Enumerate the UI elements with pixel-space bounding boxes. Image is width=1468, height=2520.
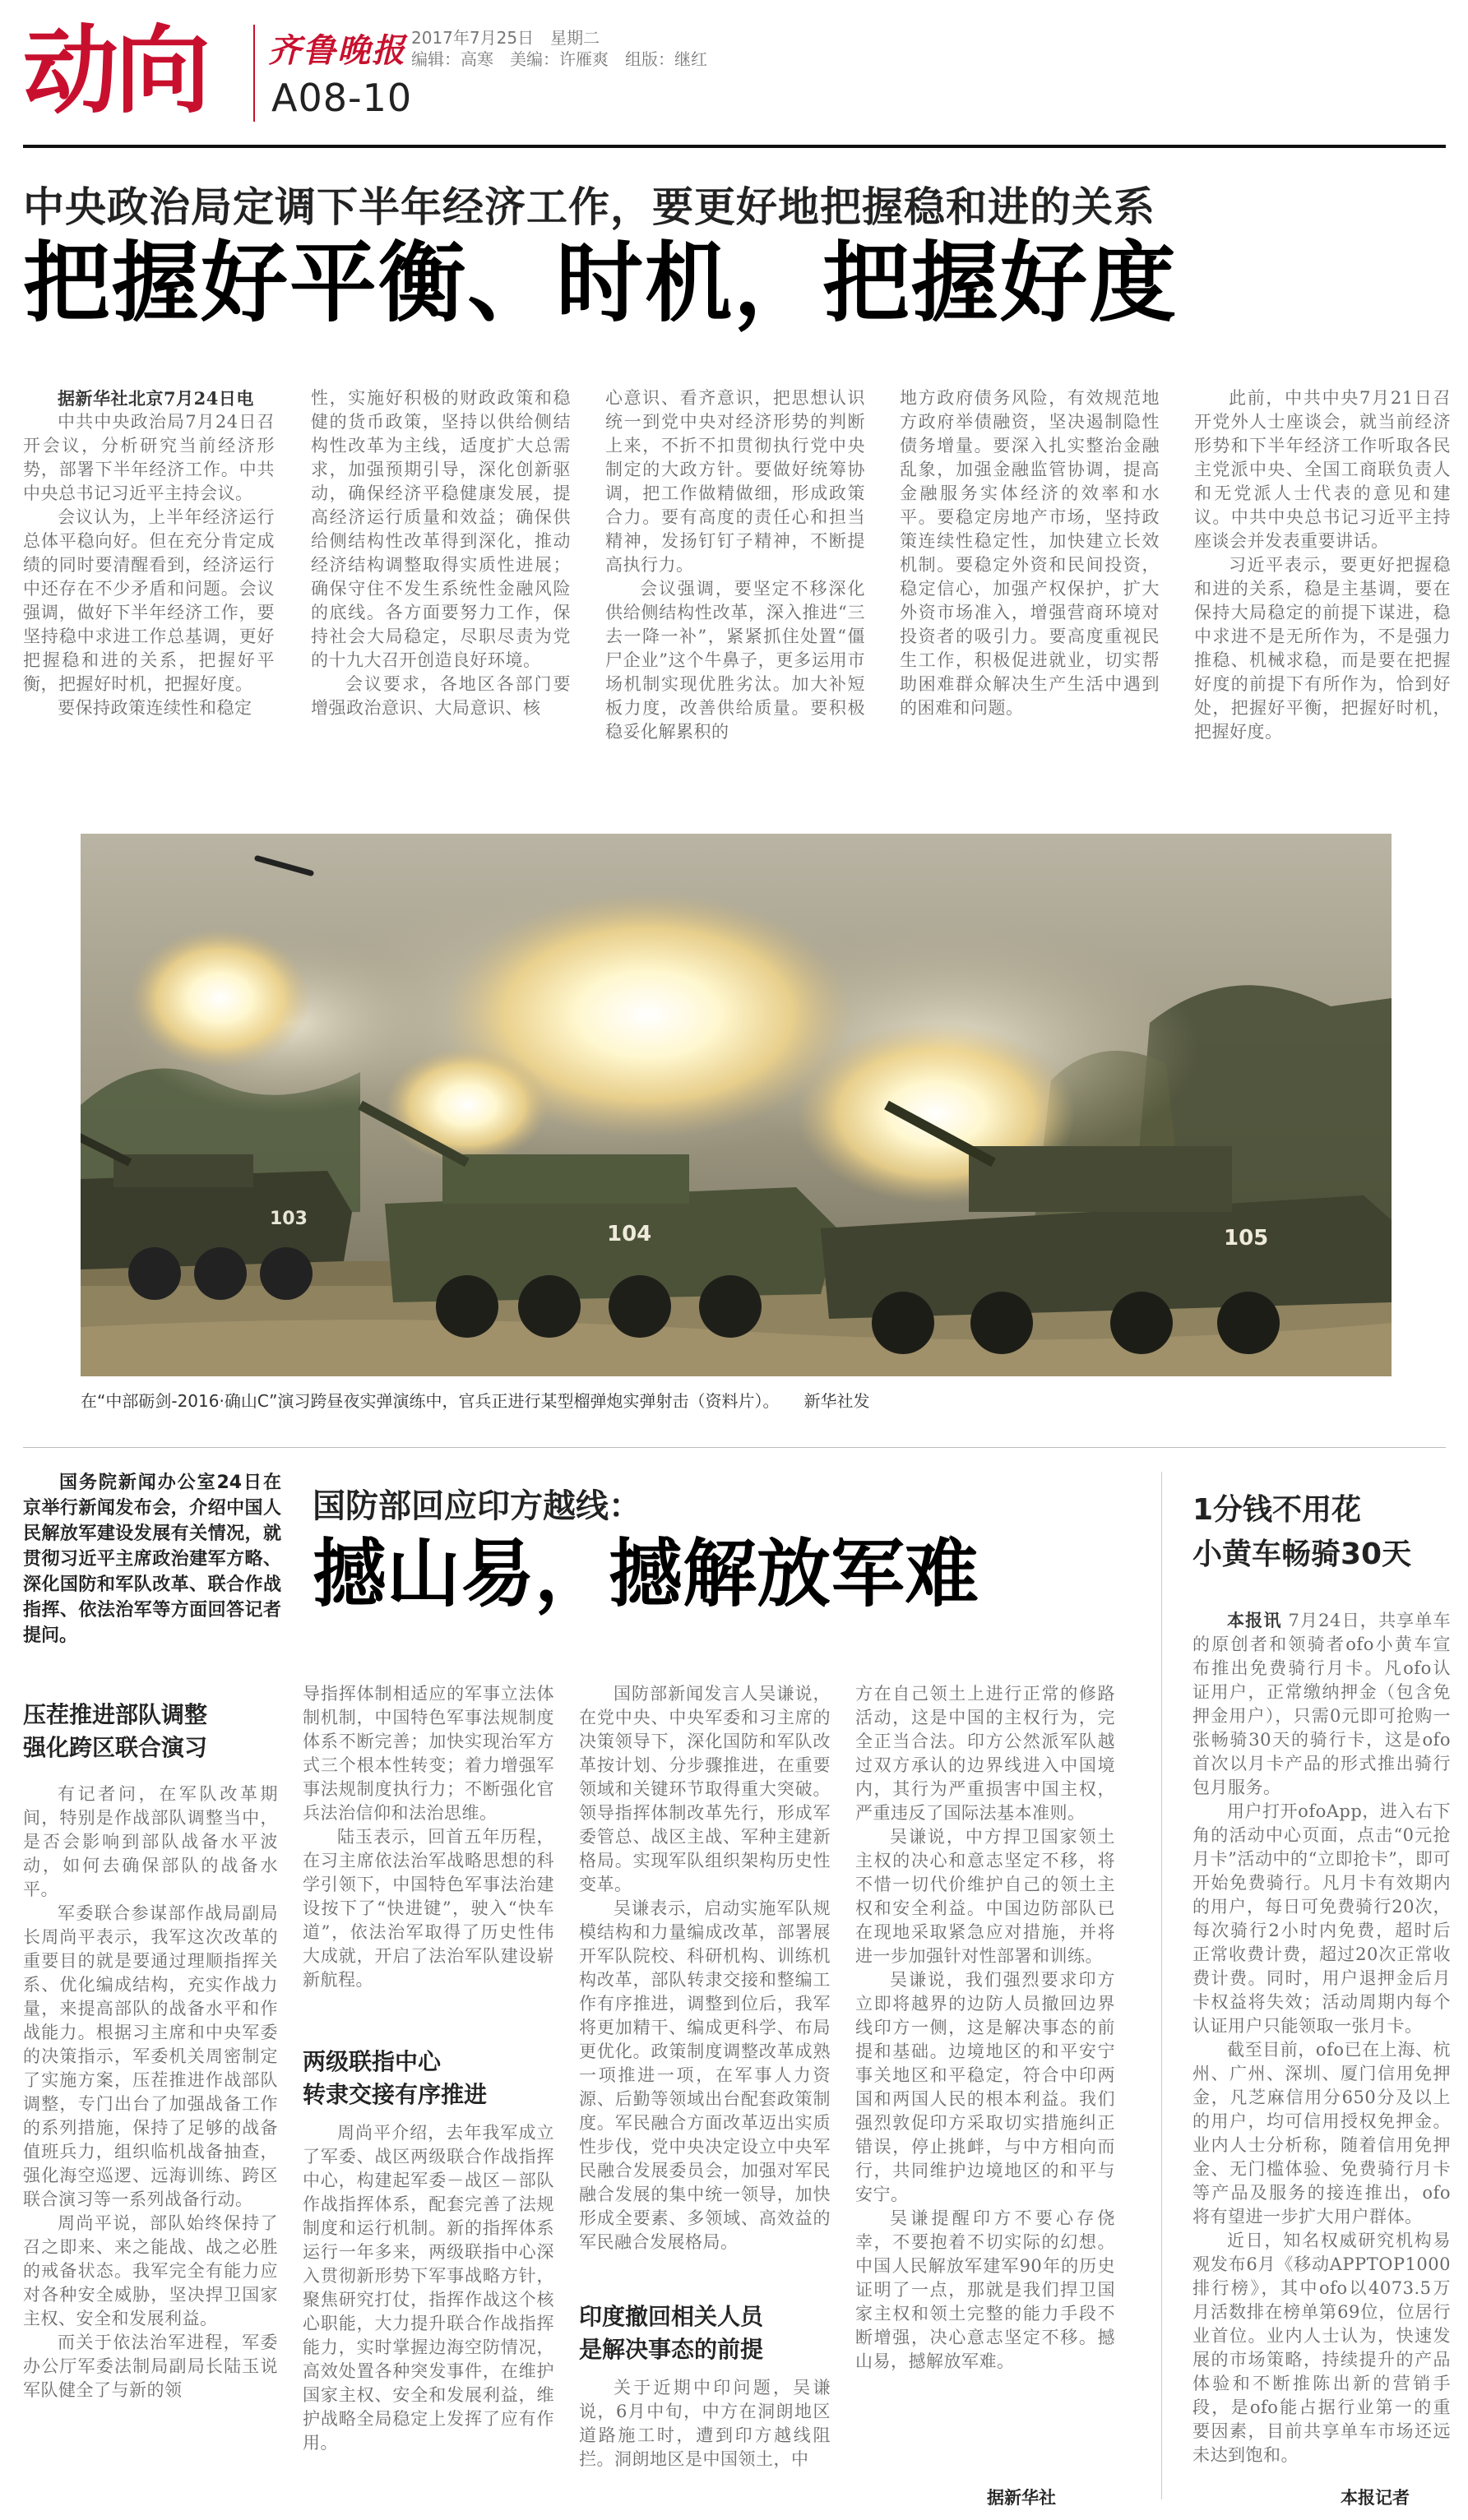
- vehicle-number-105: 105: [1224, 1226, 1269, 1251]
- article1-col3: [605, 386, 865, 748]
- section-title: 动向: [23, 16, 207, 127]
- article1-col2-text: [311, 386, 571, 720]
- paragraph: 军委联合参谋部作战局副局长周尚平表示，我军这次改革的重要目的就是要通过理顺指挥关系、优化编成结构，充实作战力量，来提高部队的战备水平和作战能力。根据习主席和中央军委的决策指示，军委机关周密制定了实施方案，压茬推进作战部队调整，专门出台了加强战备工作的系列措施，保持了足够的战备值班兵力，组织临机战备抽查，强化海空巡逻、远海训练、跨区联合演习等一系列战备行动。: [23, 1903, 278, 2209]
- article2-source: 据新华社: [987, 2488, 1056, 2508]
- article2-subhead-2: [303, 2046, 554, 2111]
- subhead-line: 印度撤回相关人员: [579, 2303, 764, 2330]
- article1-col4-text: [900, 386, 1160, 720]
- article2-col1: [23, 1782, 278, 2506]
- article2-headline: 撼山易，撼解放军难: [313, 1531, 979, 1617]
- article2-col3b: [579, 2376, 831, 2506]
- article1-col2: [311, 386, 571, 748]
- paragraph: 心意识、看齐意识，把思想认识统一到党中央对经济形势的判断上来，不折不扣贯彻执行党中央制定的大政方针。要做好统筹协调，把工作做精做细，形成政策合力。要有高度的责任心和担当精神，发扬钉钉子精神，不断提高执行力。: [605, 388, 865, 575]
- headline-line: 1分钱不用花: [1192, 1493, 1362, 1527]
- paper-logo: 齐鲁晚报: [268, 31, 406, 70]
- page-number: A08-10: [271, 76, 413, 120]
- article3-signoff: 本报记者: [1341, 2488, 1410, 2508]
- article3-divider: [1161, 1472, 1162, 2499]
- article2-col4: [855, 1682, 1115, 2481]
- vehicle-number-104: 104: [607, 1222, 652, 1246]
- paragraph: 会议认为，上半年经济运行总体平稳向好。但在充分肯定成绩的同时要清醒看到，经济运行中还存在不少矛盾和问题。会议强调，做好下半年经济工作，要坚持稳中求进工作总基调，更好把握稳和进的关系，把握好平衡，把握好时机，把握好度。: [23, 507, 275, 694]
- article1-col1-text: [23, 410, 275, 720]
- article3-body-text: [1192, 1611, 1451, 2467]
- subhead-line: 转隶交接有序推进: [303, 2081, 488, 2108]
- subhead-line: 强化跨区联合演习: [23, 1734, 208, 1761]
- staff-line: 编辑：高寒 美编：许雁爽 组版：继红: [411, 49, 707, 69]
- article2-lead: 国务院新闻办公室24日在京举行新闻发布会，介绍中国人民解放军建设发展有关情况，就贯彻习近平主席政治建军方略、深化国防和军队改革、联合作战指挥、依法治军等方面回答记者提问。: [23, 1473, 281, 1646]
- article1-col1: [23, 386, 275, 748]
- paragraph: 此前，中共中央7月21日召开党外人士座谈会，就当前经济形势和下半年经济工作听取各民主党派中央、全国工商联负责人和无党派人士代表的意见和建议。中共中央总书记习近平主持座谈会并发表重要讲话。: [1194, 388, 1451, 551]
- article1-col4: [900, 386, 1160, 748]
- article2-subhead-1: [23, 1699, 286, 1764]
- paragraph: 周尚平说，部队始终保持了召之即来、来之能战、战之必胜的戒备状态。我军完全有能力应对各种安全威胁，坚决捍卫国家主权、安全和发展利益。: [23, 2213, 278, 2328]
- section-rule: [23, 1447, 1446, 1448]
- paragraph: 地方政府债务风险，有效规范地方政府举债融资，坚决遏制隐性债务增量。要深入扎实整治金融乱象，加强金融监管协调，提高金融服务实体经济的效率和水平。要稳定房地产市场，坚持政策连续性稳定性，加快建立长效机制。要稳定外资和民间投资，稳定信心，加强产权保护，扩大外资市场准入，增强营商环境对投资者的吸引力。要高度重视民生工作，积极促进就业，切实帮助困难群众解决生产生活中遇到的困难和问题。: [900, 388, 1160, 718]
- article3-body: [1192, 1608, 1451, 2476]
- paragraph: 截至目前，ofo已在上海、杭州、广州、深圳、厦门信用免押金，凡芝麻信用分650分及以上的用户，均可信用授权免押金。业内人士分析称，随着信用免押金、无门槛体验、免费骑行月卡等产品及服务的接连推出，ofo将有望进一步扩大用户群体。: [1192, 2040, 1451, 2226]
- paragraph: 中共中央政治局7月24日召开会议，分析研究当前经济形势，部署下半年经济工作。中共中央总书记习近平主持会议。: [23, 412, 275, 503]
- paragraph: 陆玉表示，回首五年历程，在习主席依法治军战略思想的科学引领下，中国特色军事法治建设按下了“快进键”，驶入“快车道”，依法治军取得了历史性伟大成就，开启了法治军队建设崭新航程。: [303, 1827, 554, 1990]
- paragraph: 7月24日，共享单车的原创者和领骑者ofo小黄车宣布推出免费骑行月卡。凡ofo认证用户，正常缴纳押金（包含免押金用户），只需0元即可抢购一张畅骑30天的骑行卡，这是ofo首次以月卡产品的形式推出骑行包月服务。: [1192, 1611, 1451, 1797]
- news-photo: [81, 834, 1392, 1376]
- paragraph: 导指挥体制相适应的军事立法体制机制，中国特色军事法规制度体系不断完善；加快实现治军方式三个根本性转变；着力增强军事法规制度执行力；不断强化官兵法治信仰和法治思维。: [303, 1684, 554, 1823]
- paragraph: 要保持政策连续性和稳定: [58, 698, 252, 718]
- article1-headline: 把握好平衡、时机，把握好度: [23, 233, 1178, 334]
- article2-col2-text: [303, 1682, 554, 1992]
- article1-col3-text: [605, 386, 865, 744]
- paragraph: 习近平表示，要更好把握稳和进的关系，稳是主基调，要在保持大局稳定的前提下谋进，稳中求进不是无所作为，不是强力推稳、机械求稳，而是要在把握好度的前提下有所作为，恰到好处，把握好平衡，把握好时机，把握好度。: [1194, 555, 1451, 742]
- paragraph: 性，实施好积极的财政政策和稳健的货币政策，坚持以供给侧结构性改革为主线，适度扩大总需求，加强预期引导，深化创新驱动，确保经济平稳健康发展，提高经济运行质量和效益；确保供给侧结构性改革得到深化，推动经济结构调整取得实质性进展；确保守住不发生系统性金融风险的底线。各方面要努力工作，保持社会大局稳定，尽职尽责为党的十九大召开创造良好环境。: [311, 388, 571, 670]
- paragraph: 方在自己领土上进行正常的修路活动，这是中国的主权行为，完全正当合法。印方公然派军队越过双方承认的边界线进入中国境内，其行为严重损害中国主权，严重违反了国际法基本准则。: [855, 1684, 1115, 1823]
- article2-col2b: [303, 2121, 554, 2506]
- subhead-line: 压茬推进部队调整: [23, 1701, 208, 1728]
- article1-kicker: 中央政治局定调下半年经济工作，要更好地把握稳和进的关系: [23, 183, 1155, 231]
- paragraph: 吴谦说，我们强烈要求印方立即将越界的边防人员撤回边界线印方一侧，这是解决事态的前提和基础。边境地区的和平安宁事关地区和平稳定，符合中印两国和两国人民的根本利益。我们强烈敦促印方采取切实措施纠正错误，停止挑衅，与中方相向而行，共同维护边境地区的和平与安宁。: [855, 1970, 1115, 2204]
- paragraph: 吴谦提醒印方不要心存侥幸，不要抱着不切实际的幻想。中国人民解放军建军90年的历史证明了一点，那就是我们捍卫国家主权和领土完整的能力手段不断增强，决心意志坚定不移。撼山易，撼解放军难。: [855, 2208, 1115, 2371]
- paragraph: 吴谦表示，启动实施军队规模结构和力量编成改革，部署展开军队院校、科研机构、训练机构改革，部队转隶交接和整编工作有序推进，调整到位后，我军将更加精干、编成更科学、布局更优化。政策制度调整改革成熟一项推进一项，在军事人力资源、后勤等领域出台配套政策制度。军民融合方面改革迈出实质性步伐，党中央决定设立中央军民融合发展委员会，加强对军民融合发展的集中统一领导，加快形成全要素、多领域、高效益的军民融合发展格局。: [579, 1898, 831, 2252]
- article1-col5-text: [1194, 386, 1451, 744]
- article2-col3-text: [579, 1682, 831, 2254]
- headline-line: 小黄车畅骑30天: [1192, 1537, 1412, 1571]
- article1-col5: [1194, 386, 1451, 748]
- paragraph: 国防部新闻发言人吴谦说，在党中央、中央军委和习主席的决策领导下，深化国防和军队改革按计划、分步骤推进，在重要领域和关键环节取得重大突破。领导指挥体制改革先行，形成军委管总、战区主战、军种主建新格局。实现军队组织架构历史性变革。: [579, 1684, 831, 1894]
- article2-col2: [303, 1682, 554, 2041]
- paragraph: 会议要求，各地区各部门要增强政治意识、大局意识、核: [311, 674, 571, 718]
- article1-dateline: 据新华社北京7月24日电: [58, 388, 254, 409]
- paragraph: 用户打开ofoApp，进入右下角的活动中心页面，点击“0元抢月卡”活动中的“立即抢卡”，即可开始免费骑行。凡月卡有效期内的用户，每日可免费骑行20次，每次骑行2小时内免费，超时后正常收费计费，超过20次正常收费计费。同时，用户退押金后月卡权益将失效；活动周期内每个认证用户只能领取一张月卡。: [1192, 1801, 1451, 2036]
- photo-caption: 在“中部砺剑-2016·确山C”演习跨昼夜实弹演练中，官兵正进行某型榴弹炮实弹射击（资料片）。 新华社发: [81, 1391, 870, 1411]
- vehicle-number-103: 103: [270, 1209, 308, 1229]
- article2-col3b-text: [579, 2376, 831, 2471]
- article2-kicker: 国防部回应印方越线：: [313, 1487, 641, 1525]
- paragraph: 而关于依法治军进程，军委办公厅军委法制局副局长陆玉说军队健全了与新的领: [23, 2333, 278, 2400]
- subhead-line: 是解决事态的前提: [579, 2336, 764, 2363]
- paragraph: 会议强调，要坚定不移深化供给侧结构性改革，深入推进“三去一降一补”，紧紧抓住处置“僵尸企业”这个牛鼻子，更多运用市场机制实现优胜劣汰。加大补短板力度，改善供给质量。要积极稳妥化解累积的: [605, 579, 865, 742]
- paragraph: 近日，知名权威研究机构易观发布6月《移动APPTOP1000排行榜》，其中ofo以4073.5万月活数排在榜单第69位，位居行业首位。业内人士认为，快速发展的市场策略，持续提升的产品体验和不断推陈出新的营销手段，是ofo能占据行业第一的重要因素，目前共享单车市场还远未达到饱和。: [1192, 2231, 1451, 2465]
- paragraph: 有记者问，在军队改革期间，特别是作战部队调整当中，是否会影响到部队战备水平波动，如何去确保部队的战备水平。: [23, 1784, 278, 1899]
- article3-headline: [1192, 1488, 1411, 1577]
- masthead-rule: [23, 145, 1446, 148]
- paragraph: 关于近期中印问题，吴谦说，6月中旬，中方在洞朗地区道路施工时，遭到印方越线阻拦。洞朗地区是中国领土，中: [579, 2378, 831, 2469]
- article2-col1-text: [23, 1782, 278, 2402]
- article3-byline: 本报讯: [1227, 1610, 1282, 1630]
- masthead-divider: [253, 25, 255, 122]
- article2-col2b-text: [303, 2121, 554, 2455]
- article2-subhead-3: [579, 2300, 831, 2366]
- artillery-photo: [81, 834, 1392, 1376]
- article2-col4-text: [855, 1682, 1115, 2374]
- article2-col3: [579, 1682, 831, 2277]
- subhead-line: 两级联指中心: [303, 2048, 442, 2075]
- paragraph: 吴谦说，中方捍卫国家领土主权的决心和意志坚定不移，将不惜一切代价维护自己的领土主权和安全利益。中国边防部队已在现地采取紧急应对措施，并将进一步加强针对性部署和训练。: [855, 1827, 1115, 1966]
- paragraph: 周尚平介绍，去年我军成立了军委、战区两级联合作战指挥中心，构建起军委－战区－部队作战指挥体系，配套完善了法规制度和运行机制。新的指挥体系运行一年多来，两级联指中心深入贯彻新形势下军事战略方针，聚焦研究打仗，指挥作战这个核心职能，大力提升联合作战指挥能力，实时掌握边海空防情况，高效处置各种突发事件，在维护国家主权、安全和发展利益，维护战略全局稳定上发挥了应有作用。: [303, 2123, 554, 2453]
- date-line: 2017年7月25日 星期二: [411, 28, 600, 48]
